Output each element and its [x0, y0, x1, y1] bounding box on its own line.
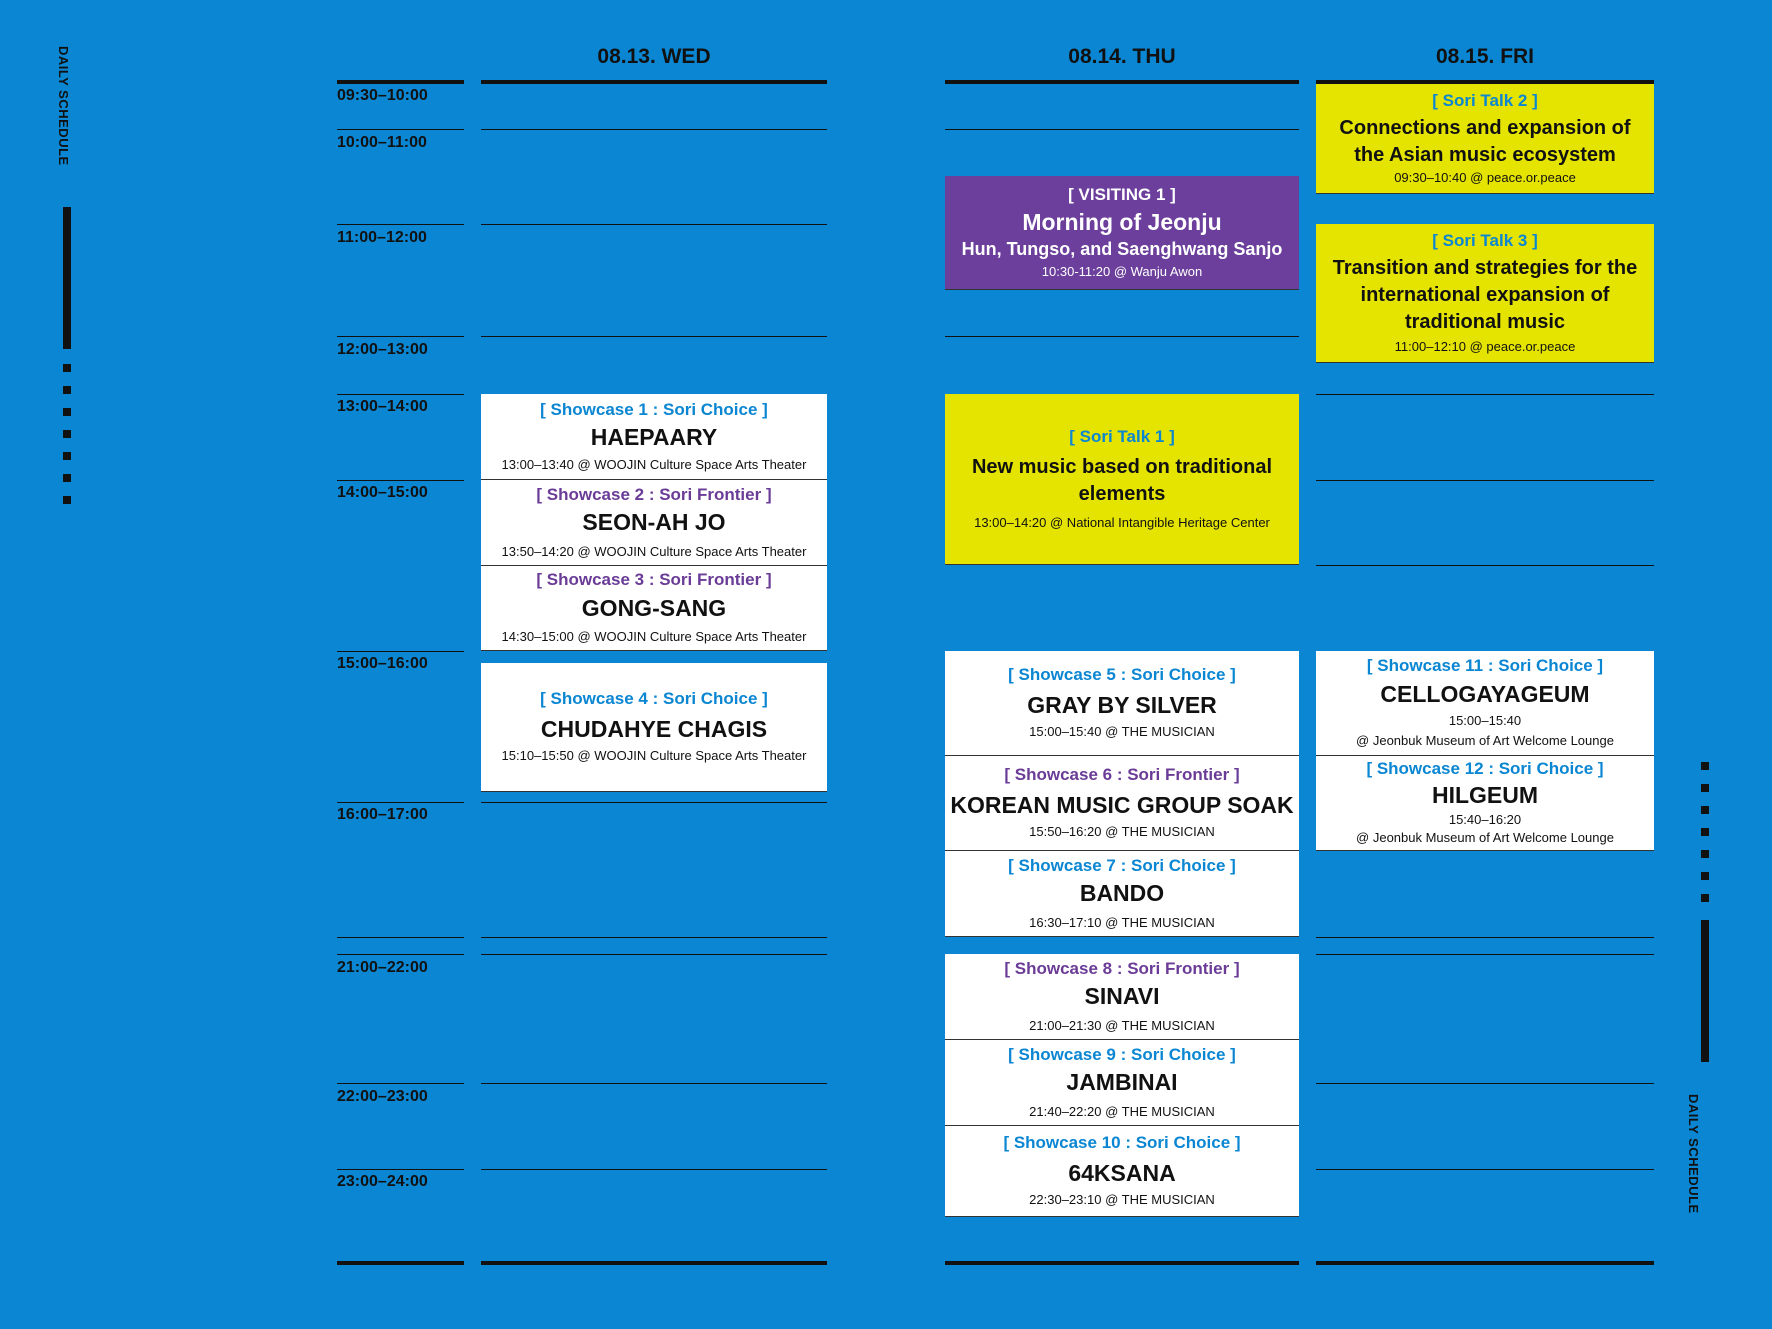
- event-category: [ Showcase 9 : Sori Choice ]: [1008, 1044, 1236, 1064]
- event-card-showcase-9[interactable]: [945, 1040, 1299, 1126]
- time-label: 22:00–23:00: [337, 1088, 428, 1105]
- event-card-showcase-4[interactable]: [481, 663, 827, 792]
- event-title: JAMBINAI: [1066, 1069, 1178, 1096]
- event-category: [ Showcase 6 : Sori Frontier ]: [1004, 765, 1240, 785]
- time-label: 12:00–13:00: [337, 341, 428, 358]
- event-category: [ Sori Talk 3 ]: [1432, 230, 1538, 250]
- event-info: 13:50–14:20 @ WOOJIN Culture Space Arts Theater: [501, 543, 807, 559]
- event-title: KOREAN MUSIC GROUP SOAK: [950, 791, 1294, 818]
- event-category: [ Sori Talk 2 ]: [1432, 90, 1538, 110]
- event-card-showcase-2[interactable]: [481, 480, 827, 566]
- event-title: BANDO: [1079, 880, 1165, 907]
- event-category: [ Showcase 8 : Sori Frontier ]: [1004, 958, 1240, 978]
- event-card-visiting-1[interactable]: [945, 176, 1299, 290]
- day-header-thu: 08.14. THU: [1068, 45, 1176, 68]
- day-header-wed: 08.13. WED: [597, 45, 711, 68]
- event-category: [ Showcase 12 : Sori Choice ]: [1366, 759, 1604, 779]
- event-category: [ Showcase 7 : Sori Choice ]: [1008, 855, 1236, 875]
- time-label: 15:00–16:00: [337, 655, 428, 672]
- time-label: 14:00–15:00: [337, 484, 428, 501]
- event-venue: @ Jeonbuk Museum of Art Welcome Lounge: [1356, 733, 1614, 749]
- time-label: 16:00–17:00: [337, 806, 428, 823]
- time-label: 21:00–22:00: [337, 959, 428, 976]
- event-title: Morning of Jeonju: [1022, 209, 1222, 236]
- event-title: HILGEUM: [1431, 781, 1539, 808]
- time-label: 13:00–14:00: [337, 398, 428, 415]
- event-subtitle: Hun, Tungso, and Saenghwang Sanjo: [961, 238, 1283, 259]
- time-label: 11:00–12:00: [337, 229, 427, 246]
- event-title: CHUDAHYE CHAGIS: [540, 715, 768, 742]
- side-label-right: DAILY SCHEDULE: [1686, 1094, 1701, 1214]
- event-title: HAEPAARY: [590, 424, 718, 451]
- event-card-sori-talk-3[interactable]: [1316, 224, 1654, 363]
- event-card-sori-talk-2[interactable]: [1316, 84, 1654, 194]
- event-category: [ Showcase 10 : Sori Choice ]: [1003, 1133, 1241, 1153]
- day-header-fri: 08.15. FRI: [1435, 45, 1535, 68]
- time-label: 23:00–24:00: [337, 1173, 428, 1190]
- event-info: 22:30–23:10 @ THE MUSICIAN: [1029, 1192, 1215, 1208]
- event-title: Transition and strategies for the international expansion of traditional music: [1332, 257, 1638, 334]
- event-info: 14:30–15:00 @ WOOJIN Culture Space Arts Theater: [501, 629, 807, 645]
- event-info: 13:00–14:20 @ National Intangible Heritage Center: [974, 514, 1270, 530]
- event-card-showcase-10[interactable]: [945, 1126, 1299, 1217]
- event-card-showcase-1[interactable]: [481, 394, 827, 480]
- event-category: [ Showcase 1 : Sori Choice ]: [540, 399, 768, 419]
- event-info: 15:00–15:40 @ THE MUSICIAN: [1029, 724, 1215, 740]
- event-card-showcase-11[interactable]: [1316, 651, 1654, 756]
- event-card-showcase-7[interactable]: [945, 851, 1299, 937]
- event-info: 15:00–15:40: [1448, 713, 1522, 729]
- event-info: 09:30–10:40 @ peace.or.peace: [1394, 170, 1576, 186]
- event-venue: @ Jeonbuk Museum of Art Welcome Lounge: [1356, 830, 1614, 846]
- event-title: CELLOGAYAGEUM: [1380, 680, 1590, 707]
- event-title: GONG-SANG: [581, 594, 727, 621]
- event-card-sori-talk-1[interactable]: [945, 394, 1299, 565]
- event-title: SEON-AH JO: [582, 509, 726, 536]
- event-info: 13:00–13:40 @ WOOJIN Culture Space Arts Theater: [501, 456, 807, 472]
- side-label-left: DAILY SCHEDULE: [56, 46, 71, 166]
- event-card-showcase-12[interactable]: [1316, 756, 1654, 851]
- event-info: 15:40–16:20: [1448, 812, 1522, 828]
- event-title: SINAVI: [1084, 983, 1160, 1010]
- top-rule-time: [337, 80, 464, 84]
- event-category: [ Showcase 5 : Sori Choice ]: [1008, 665, 1236, 685]
- event-title: GRAY BY SILVER: [1027, 691, 1217, 718]
- time-label: 09:30–10:00: [337, 87, 428, 104]
- event-info: 10:30-11:20 @ Wanju Awon: [1041, 263, 1203, 279]
- side-bar-right: [1701, 920, 1709, 1062]
- top-rule-thu: [945, 80, 1299, 84]
- event-info: 15:50–16:20 @ THE MUSICIAN: [1029, 824, 1215, 840]
- event-card-showcase-6[interactable]: [945, 756, 1299, 851]
- event-title: 64KSANA: [1068, 1159, 1176, 1186]
- event-info: 21:00–21:30 @ THE MUSICIAN: [1029, 1017, 1215, 1033]
- event-category: [ Showcase 2 : Sori Frontier ]: [536, 484, 772, 504]
- event-category: [ VISITING 1 ]: [1068, 184, 1176, 204]
- event-card-showcase-8[interactable]: [945, 954, 1299, 1040]
- event-title: New music based on traditional elements: [971, 455, 1273, 505]
- bottom-rule-thu: [945, 1261, 1299, 1265]
- event-category: [ Sori Talk 1 ]: [1069, 427, 1175, 447]
- event-card-showcase-5[interactable]: [945, 651, 1299, 756]
- event-info: 11:00–12:10 @ peace.or.peace: [1394, 339, 1576, 355]
- top-rule-wed: [481, 80, 827, 84]
- event-info: 16:30–17:10 @ THE MUSICIAN: [1029, 914, 1215, 930]
- bottom-rule-fri: [1316, 1261, 1654, 1265]
- event-category: [ Showcase 3 : Sori Frontier ]: [536, 570, 772, 590]
- event-title: Connections and expansion of the Asian music ecosystem: [1339, 117, 1631, 167]
- event-category: [ Showcase 11 : Sori Choice ]: [1366, 656, 1604, 676]
- event-card-showcase-3[interactable]: [481, 566, 827, 651]
- bottom-rule-time: [337, 1261, 464, 1265]
- event-category: [ Showcase 4 : Sori Choice ]: [540, 689, 768, 709]
- event-info: 21:40–22:20 @ THE MUSICIAN: [1029, 1103, 1215, 1119]
- event-info: 15:10–15:50 @ WOOJIN Culture Space Arts Theater: [501, 748, 807, 764]
- time-label: 10:00–11:00: [337, 134, 427, 151]
- bottom-rule-wed: [481, 1261, 827, 1265]
- side-bar-left: [63, 207, 71, 349]
